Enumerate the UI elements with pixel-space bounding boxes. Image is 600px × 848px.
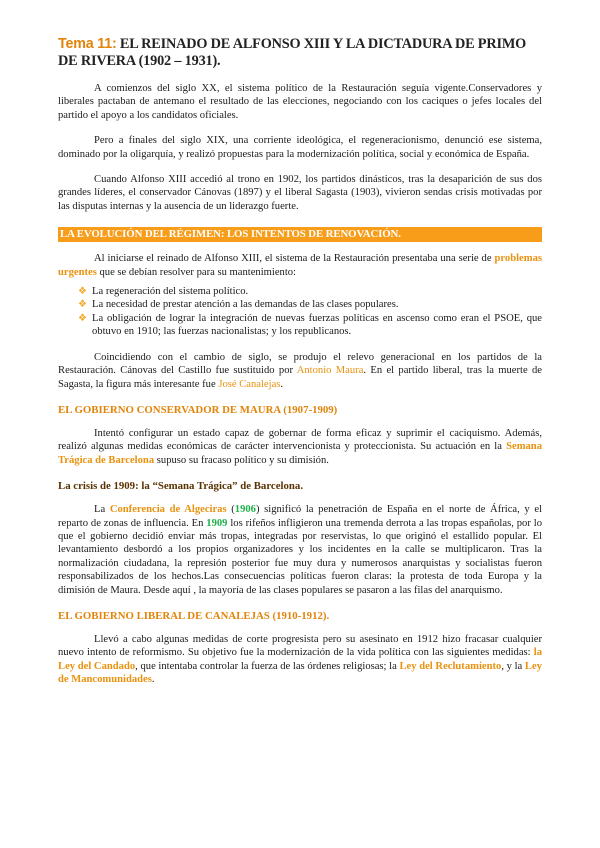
highlight-ley-mancomunidades: Ley de Mancomunidades: [58, 660, 542, 686]
canalejas-paragraph: Llevó a cabo algunas medidas de corte progresista pero su asesinato en 1912 hizo fracasar cualquier nuevo intento de reformismo. Su objetivo fue la modernización de la vida política con las siguientes medidas: la Ley del Candado, que intentaba controlar la fuerza de las órdenes religiosas; la Ley del Reclutamiento, y la Ley de Mancomunidades.: [58, 633, 542, 686]
intro-paragraph-2: Pero a finales del siglo XIX, una corriente ideológica, el regeneracionismo, denunció ese sistema, dominado por la oligarquía, y realizó propuestas para la modernización política, social y económica de España.: [58, 135, 542, 160]
problems-list: [58, 285, 542, 339]
title-text: EL REINADO DE ALFONSO XIII Y LA DICTADURA DE PRIMO DE RIVERA (1902 – 1931).: [58, 36, 527, 69]
year-1909: 1909: [206, 517, 228, 529]
evolution-paragraph-1: Al iniciarse el reinado de Alfonso XIII, el sistema de la Restauración presentaba una serie de problemas urgentes que se debían resolver para su mantenimiento:: [58, 253, 542, 278]
intro-paragraph-1: A comienzos del siglo XX, el sistema político de la Restauración seguía vigente.Conservadores y liberales pactaban de antemano el resultado de las elecciones, negociando con los caciques o jefes locales del partido el apoyo a los candidatos oficiales.: [58, 83, 542, 121]
evolution-paragraph-2: Coincidiendo con el cambio de siglo, se produjo el relevo generacional en los partidos de la Restauración. Cánovas del Castillo fue sustituido por Antonio Maura. En el partido liberal, tras la muerte de Sagasta, la figura más interesante fue José Canalejas.: [58, 351, 542, 390]
year-1906: 1906: [234, 504, 256, 516]
intro-paragraph-3: Cuando Alfonso XIII accedió al trono en 1902, los partidos dinásticos, tras la desaparición de sus dos grandes líderes, el conservador Cánovas (1897) y el liberal Sagasta (1903), vivieron sendas crisis motivadas por las disputas internas y la ausencia de un liderazgo fuerte.: [58, 174, 542, 212]
list-item: ❖ La necesidad de prestar atención a las demandas de las clases populares.: [78, 299, 399, 311]
highlight-semana-tragica: Semana Trágica de Barcelona: [58, 441, 542, 466]
diamond-bullet-icon: ❖: [78, 299, 87, 311]
topic-number: Tema 11:: [58, 36, 117, 52]
document-title: [58, 36, 542, 70]
diamond-bullet-icon: ❖: [78, 312, 87, 324]
name-jose-canalejas: José Canalejas: [218, 378, 281, 390]
crisis-paragraph: La Conferencia de Algeciras (1906) significó la penetración de España en el norte de África, y el reparto de zonas de influencia. En 1909 los rifeños infligieron una tremenda derrota a las tropas españolas, por lo que el gobierno decidió enviar más tropas, integradas por reservistas, lo que originó el estallido popular. El levantamiento desbordó a los propios organizadores y los incidentes en la calle se multiplicaron. Tras la normalización ciudadana, la represión posterior fue muy dura y numerosos anarquistas y socialistas fueron responsabilizados de los hechos.Las consecuencias políticas fueron claras: la protesta de toda Europa y la dimisión de Maura. Desde aquí , la mayoría de las clases populares se pasaron a las filas del anarquismo.: [58, 504, 542, 596]
section-heading-maura: EL GOBIERNO CONSERVADOR DE MAURA (1907-1909): [58, 403, 338, 416]
highlight-ley-reclutamiento: Ley del Reclutamiento: [399, 660, 502, 672]
highlight-ley-candado: la Ley del Candado: [58, 647, 542, 672]
name-antonio-maura: Antonio Maura: [296, 365, 364, 377]
list-item: ❖ La obligación de lograr la integración de nuevas fuerzas políticas en ascenso como eran el PSOE, que obtuvo en 1910; las fuerzas nacionalistas; y los republicanos.: [78, 312, 542, 338]
highlight-problemas-urgentes: problemas urgentes: [58, 253, 542, 278]
diamond-bullet-icon: ❖: [78, 286, 87, 298]
document-page: [58, 36, 542, 687]
section-heading-canalejas: EL GOBIERNO LIBERAL DE CANALEJAS (1910-1912).: [58, 609, 330, 622]
highlight-conferencia-algeciras: Conferencia de Algeciras: [109, 504, 227, 516]
list-item: ❖ La regeneración del sistema político.: [78, 286, 249, 298]
section-heading-evolution: LA EVOLUCIÓN DEL RÉGIMEN: LOS INTENTOS DE RENOVACIÓN.: [58, 227, 542, 242]
subheading-crisis-1909: La crisis de 1909: la “Semana Trágica” de Barcelona.: [58, 480, 304, 493]
maura-paragraph: Intentó configurar un estado capaz de gobernar de forma eficaz y suprimir el caciquismo. Además, realizó algunas medidas económicas de carácter intervencionista y proteccionista. Su actuación en la Semana Trágica de Barcelona supuso su fracaso político y su dimisión.: [58, 427, 542, 466]
